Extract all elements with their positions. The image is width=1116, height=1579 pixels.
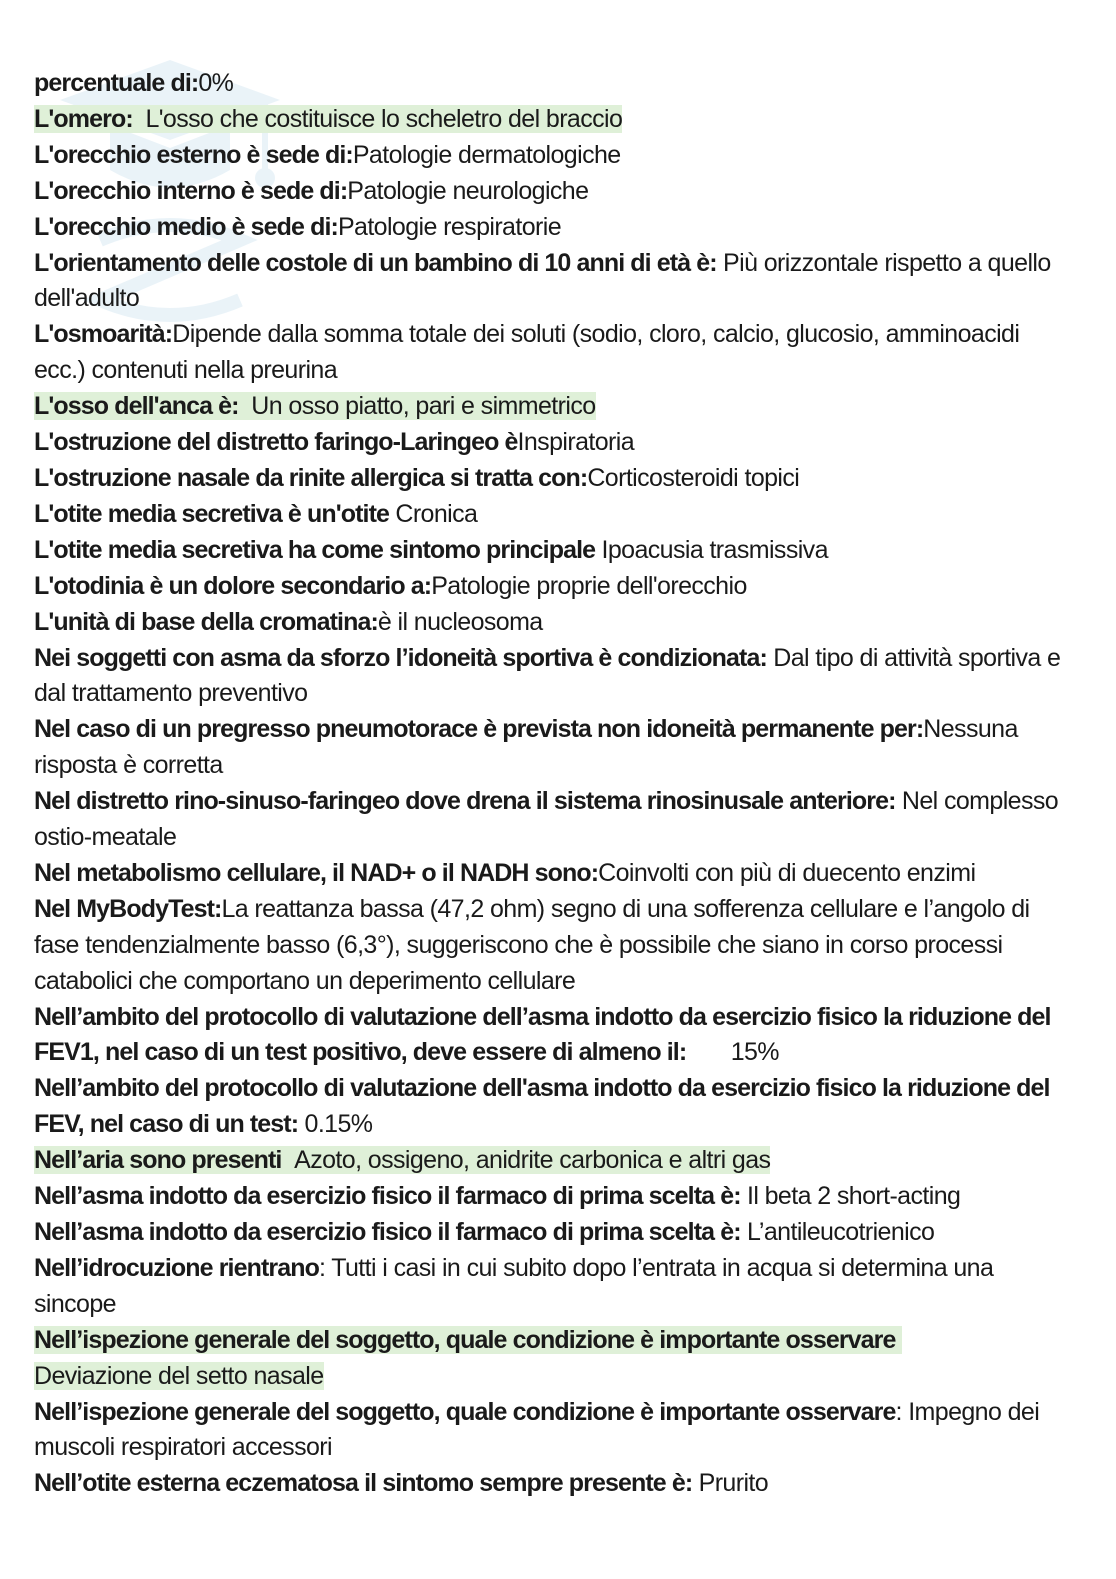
highlighted-line (34, 392, 596, 420)
question: Nell’ambito del protocollo di valutazione dell'asma indotto da esercizio fisico la riduzione del FEV, nel caso di un test: (34, 1074, 1050, 1139)
qa-entry (34, 641, 1064, 713)
question: Nell’otite esterna eczematosa il sintomo sempre presente è: (34, 1469, 693, 1498)
question: L'otite media secretiva ha come sintomo principale (34, 535, 596, 564)
answer: Cronica (395, 499, 478, 528)
question: Nell’ispezione generale del soggetto, quale condizione è importante osservare (34, 1325, 896, 1354)
question: Nel MyBodyTest: (34, 894, 222, 923)
question: Nell’asma indotto da esercizio fisico il farmaco di prima scelta è: (34, 1182, 741, 1211)
qa-entry (34, 1071, 1064, 1143)
answer: Patologie proprie dell'orecchio (431, 571, 747, 600)
qa-entry (34, 712, 1064, 784)
answer: Deviazione del setto nasale (34, 1361, 324, 1390)
question: L'omero: (34, 104, 133, 133)
qa-entry (34, 425, 1064, 461)
qa-entry (34, 389, 1064, 425)
answer: è il nucleosoma (377, 607, 543, 636)
qa-entry (34, 102, 1064, 138)
answer: La reattanza bassa (47,2 ohm) segno di una sofferenza cellulare e l’angolo di fase tendenzialmente basso (6,3°), suggeriscono che è possibile che siano in corso processi catabolici che comportano un deperimento cellulare (34, 894, 1030, 995)
question: L'osmoarità: (34, 320, 173, 349)
question: Nel caso di un pregresso pneumotorace è prevista non idoneità permanente per: (34, 715, 924, 744)
qa-entry (34, 317, 1064, 389)
answer: Prurito (698, 1469, 769, 1498)
answer: L'osso che costituisce lo scheletro del braccio (145, 104, 623, 133)
question: L'ostruzione del distretto faringo-Laringeo è (34, 428, 518, 457)
question: Nell’ispezione generale del soggetto, quale condizione è importante osservare (34, 1397, 896, 1426)
highlighted-line (34, 105, 622, 133)
answer: : Tutti i casi in cui subito dopo l’entrata in acqua si determina una sincope (34, 1253, 994, 1318)
highlighted-line (34, 1326, 902, 1390)
qa-entry (34, 1179, 1064, 1215)
qa-entry (34, 246, 1064, 318)
qa-entry (34, 1000, 1064, 1072)
qa-entry (34, 138, 1064, 174)
qa-entry (34, 66, 1064, 102)
qa-entry (34, 892, 1064, 1000)
question: Nell’asma indotto da esercizio fisico il farmaco di prima scelta è: (34, 1218, 741, 1246)
question: L'orecchio medio è sede di: (34, 212, 338, 241)
question: L'otodinia è un dolore secondario a: (34, 571, 432, 600)
answer: Più orizzontale rispetto a quello dell'adulto (34, 248, 1051, 313)
answer: Nessuna risposta è corretta (34, 715, 1018, 780)
qa-entry (34, 461, 1064, 497)
qa-list (34, 66, 1064, 1502)
qa-entry (34, 605, 1064, 641)
qa-entry (34, 497, 1064, 533)
qa-entry (34, 533, 1064, 569)
answer: 0% (198, 69, 234, 97)
question: L'otite media secretiva è un'otite (34, 499, 390, 528)
question: percentuale di: (34, 69, 199, 97)
qa-entry (34, 569, 1064, 605)
qa-entry (34, 1395, 1064, 1467)
answer: Corticosteroidi topici (587, 463, 800, 492)
qa-entry (34, 1466, 1064, 1502)
answer: Ipoacusia trasmissiva (601, 535, 828, 564)
question: Nell’aria sono presenti (34, 1146, 282, 1175)
question: Nell’idrocuzione rientrano (34, 1253, 319, 1282)
question: Nell’ambito del protocollo di valutazione dell’asma indotto da esercizio fisico la riduzione del FEV1, nel caso di un test positivo, deve essere di almeno il: (34, 1002, 1051, 1067)
answer: Inspiratoria (517, 428, 635, 457)
highlighted-line (34, 1146, 770, 1174)
answer: Un osso piatto, pari e simmetrico (251, 392, 596, 421)
question: L'orecchio esterno è sede di: (34, 140, 353, 169)
answer: Azoto, ossigeno, anidrite carbonica e altri gas (294, 1146, 771, 1175)
question: L'orecchio interno è sede di: (34, 176, 348, 205)
answer: Patologie neurologiche (347, 176, 589, 205)
question: L'osso dell'anca è: (34, 392, 239, 421)
question: L'orientamento delle costole di un bambino di 10 anni di età è: (34, 248, 717, 277)
question: Nel metabolismo cellulare, il NAD+ o il NADH sono: (34, 858, 599, 887)
question: L'ostruzione nasale da rinite allergica si tratta con: (34, 463, 588, 492)
answer: 0.15% (304, 1110, 373, 1139)
qa-entry (34, 210, 1064, 246)
answer: Nel complesso ostio-meatale (34, 787, 1059, 852)
qa-entry (34, 784, 1064, 856)
question: Nei soggetti con asma da sforzo l’idoneità sportiva è condizionata: (34, 643, 767, 672)
qa-entry (34, 1143, 1064, 1179)
question: L'unità di base della cromatina: (34, 607, 378, 636)
qa-entry (34, 1323, 1064, 1395)
answer: Coinvolti con più di duecento enzimi (598, 858, 976, 887)
answer: L’antileucotrienico (746, 1218, 935, 1246)
answer: Il beta 2 short-acting (746, 1182, 961, 1211)
question: Nel distretto rino-sinuso-faringeo dove drena il sistema rinosinusale anteriore: (34, 787, 896, 816)
qa-entry (34, 174, 1064, 210)
qa-entry (34, 1215, 1064, 1251)
answer: Dal tipo di attività sportiva e dal trattamento preventivo (34, 643, 1061, 708)
answer: Patologie respiratorie (337, 212, 561, 241)
qa-entry (34, 856, 1064, 892)
answer: : Impegno dei muscoli respiratori accessori (34, 1397, 1040, 1462)
answer: Patologie dermatologiche (352, 140, 621, 169)
qa-entry (34, 1251, 1064, 1323)
answer: 15% (730, 1038, 779, 1067)
answer: Dipende dalla somma totale dei soluti (sodio, cloro, calcio, glucosio, amminoacidi ecc.) contenuti nella preurina (34, 320, 1020, 385)
